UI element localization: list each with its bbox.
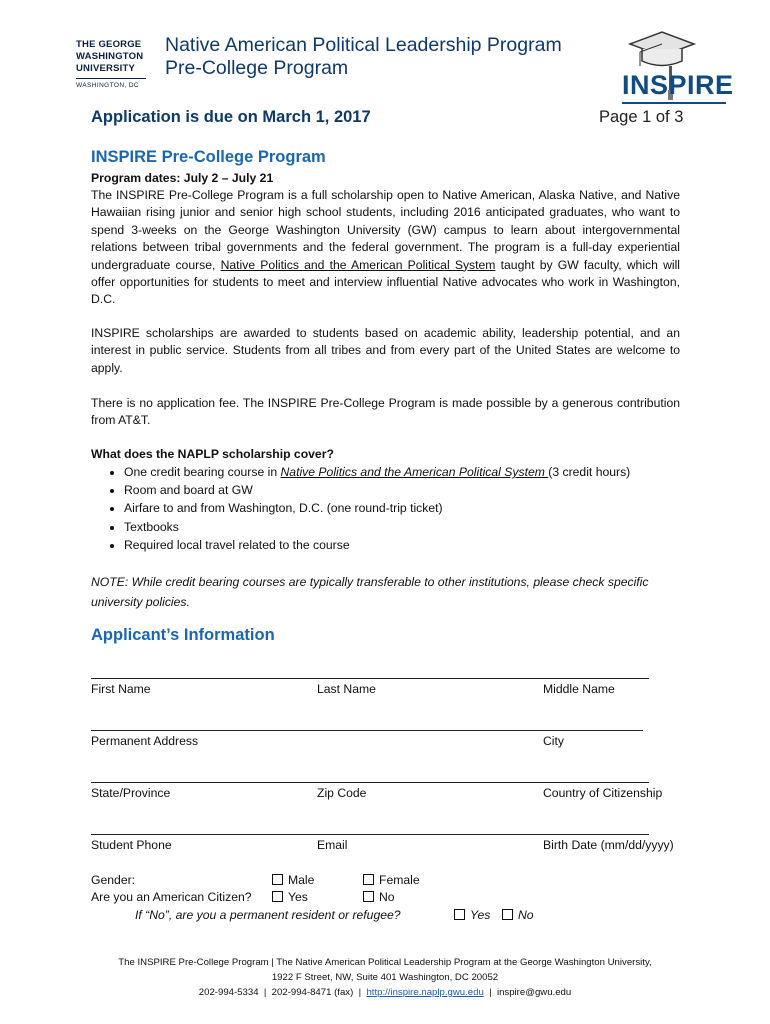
list-item: • Airfare to and from Washington, D.C. (one round-trip ticket) — [124, 499, 684, 517]
footer-separator: | — [483, 987, 497, 998]
option-label: Female — [379, 873, 420, 887]
course-link[interactable]: Native Politics and the American Political System — [280, 465, 549, 479]
website-link[interactable]: http://inspire.naplp.gwu.edu — [366, 987, 484, 998]
credit-note: NOTE: While credit bearing courses are typically transferable to other institutions, please check specific university policies. — [91, 575, 649, 609]
gender-label: Gender: — [91, 873, 136, 887]
footer-phones: 202-994-5334 | 202-994-8471 (fax) | — [198, 987, 367, 998]
state-field-line[interactable] — [91, 782, 649, 783]
checkbox-icon[interactable] — [502, 909, 513, 920]
option-label: Male — [288, 873, 315, 887]
citizen-yes-option[interactable] — [272, 890, 308, 904]
address-field-line[interactable] — [91, 730, 643, 731]
list-item-text: (3 credit hours) — [548, 465, 631, 479]
footer-address: 1922 F Street, NW, Suite 401 Washington, DC 20052 — [271, 972, 499, 983]
resident-yes-option[interactable] — [454, 908, 490, 922]
contact-field-line[interactable] — [91, 834, 649, 835]
list-item: • Room and board at GW — [124, 481, 684, 499]
program-title-line1: Native American Political Leadership Program — [165, 34, 562, 56]
gw-logo-rule — [76, 78, 146, 79]
page-footer — [70, 955, 700, 1000]
program-description — [91, 187, 680, 309]
gw-logo-line: WASHINGTON — [76, 51, 144, 62]
gw-logo-line: THE GEORGE — [76, 39, 142, 50]
checkbox-icon[interactable] — [272, 891, 283, 902]
footer-contact — [70, 985, 700, 1000]
footer-email[interactable]: inspire@gwu.edu — [496, 987, 572, 998]
checkbox-icon[interactable] — [272, 874, 283, 885]
checkbox-icon[interactable] — [363, 891, 374, 902]
course-link[interactable]: Native Politics and the American Political System — [220, 257, 496, 272]
zip-code-label: Zip Code — [317, 786, 367, 800]
due-date-heading: Application is due on March 1, 2017 — [91, 108, 371, 126]
coverage-question: What does the NAPLP scholarship cover? — [91, 447, 334, 461]
program-dates: Program dates: July 2 – July 21 — [91, 171, 274, 185]
program-title-line2: Pre-College Program — [165, 57, 349, 79]
list-item-text: One credit bearing course in — [124, 465, 281, 479]
option-label: No — [518, 908, 534, 922]
scholarship-paragraph: INSPIRE scholarships are awarded to students based on academic ability, leadership potential, and an interest in public service. Students from all tribes and from every part of the United States are welcome to apply. — [91, 326, 680, 375]
student-phone-label: Student Phone — [91, 838, 172, 852]
first-name-label: First Name — [91, 682, 151, 696]
program-title — [165, 34, 562, 80]
state-label: State/Province — [91, 786, 171, 800]
citizenship-country-label: Country of Citizenship — [543, 786, 663, 800]
city-label: City — [543, 734, 564, 748]
list-item — [124, 463, 684, 481]
page-indicator: Page 1 of 3 — [599, 108, 684, 126]
permanent-address-label: Permanent Address — [91, 734, 199, 748]
inspire-logo-rule — [622, 102, 726, 104]
citizen-question: Are you an American Citizen? — [91, 890, 252, 904]
checkbox-icon[interactable] — [454, 909, 465, 920]
program-description-text: The INSPIRE Pre-College Program is a full scholarship open to Native American, Alaska Native, and Native Hawaiian rising junior and senior high school students, including 2016 anticipated graduates, who want to spend 3-weeks on the George Washington University (GW) campus to learn about intergovernmental relations between tribal governments and the federal government. The program is a full-day experiential undergraduate course, — [91, 188, 680, 272]
applicant-heading: Applicant’s Information — [91, 626, 275, 644]
gw-logo — [76, 39, 146, 75]
gw-logo-city: WASHINGTON, DC — [76, 82, 140, 89]
list-item: • Required local travel related to the course — [124, 536, 684, 554]
citizen-no-option[interactable] — [363, 890, 395, 904]
program-description-text: taught by GW faculty, which will offer opportunities for students to meet and interview influential Native advocates who work in Washington, D.C. — [91, 257, 680, 307]
inspire-logo-text: INSPIRE — [622, 70, 734, 100]
option-label: No — [379, 890, 395, 904]
resident-question: If “No”, are you a permanent resident or refugee? — [135, 908, 401, 922]
gw-logo-line: UNIVERSITY — [76, 63, 136, 74]
option-label: Yes — [470, 908, 491, 922]
coverage-list — [91, 463, 684, 554]
name-field-line[interactable] — [91, 678, 649, 679]
middle-name-label: Middle Name — [543, 682, 615, 696]
list-item: • Textbooks — [124, 518, 684, 536]
footer-line: The INSPIRE Pre-College Program | The Native American Political Leadership Program at the George Washington University, — [118, 957, 652, 968]
resident-no-option[interactable] — [502, 908, 534, 922]
checkbox-icon[interactable] — [363, 874, 374, 885]
gender-female-option[interactable] — [363, 873, 420, 887]
birth-date-label: Birth Date (mm/dd/yyyy) — [543, 838, 674, 852]
email-label: Email — [317, 838, 348, 852]
fee-paragraph: There is no application fee. The INSPIRE Pre-College Program is made possible by a generous contribution from AT&T. — [91, 396, 680, 428]
program-heading: INSPIRE Pre-College Program — [91, 148, 326, 166]
gender-male-option[interactable] — [272, 873, 314, 887]
last-name-label: Last Name — [317, 682, 376, 696]
inspire-logo — [622, 30, 734, 108]
option-label: Yes — [288, 890, 308, 904]
